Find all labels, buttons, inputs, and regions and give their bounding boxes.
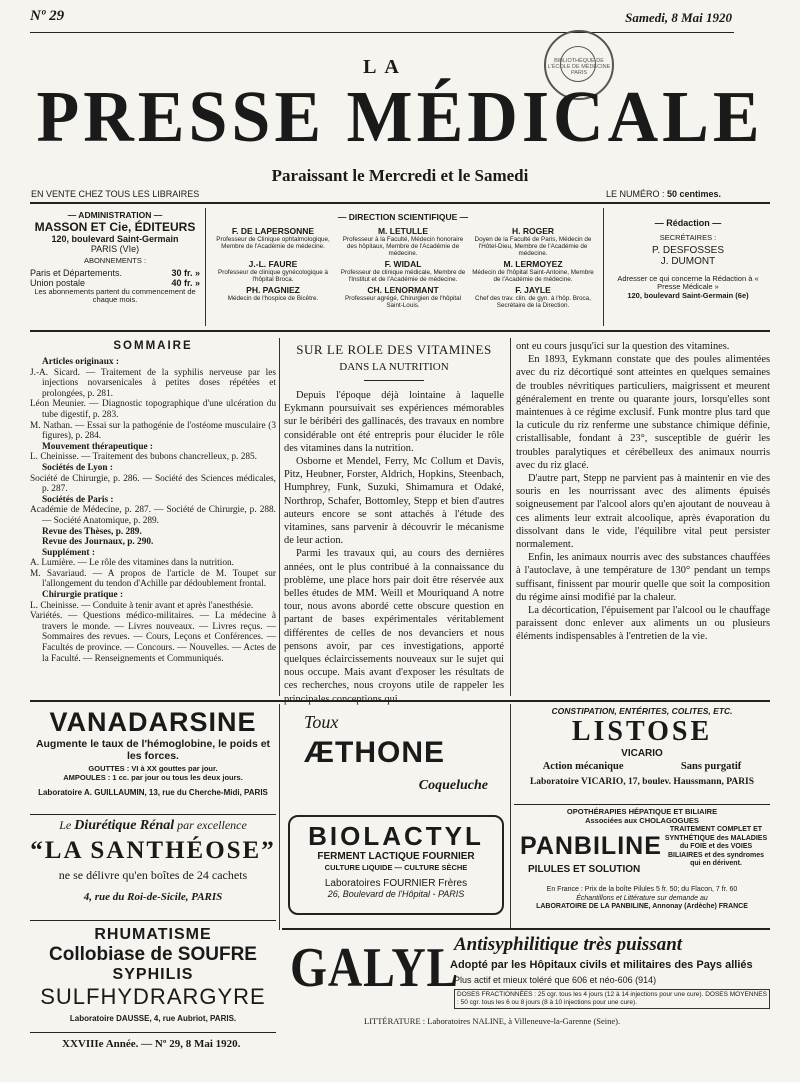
article-paragraph: Enfin, les animaux nourris avec des substances chauffées à l'autoclave, à une température de 130° pendant un temps suffisant, finissent par mourir quelle que soit la composition du régime ainsi modifié par la chaleur. <box>516 552 770 603</box>
galyl-l1: Antisyphilitique très puissant <box>454 934 683 955</box>
ad-biolactyl <box>288 815 504 915</box>
sommaire-heading: Revue des Journaux, p. 290. <box>42 537 154 548</box>
sommaire-heading: Revue des Thèses, p. 289. <box>42 526 142 537</box>
masthead-la: LA <box>363 56 407 78</box>
article-col-1 <box>284 342 504 706</box>
direction-member <box>468 259 598 283</box>
sommaire-entry: Société de Chirurgie, p. 286. — Société des Sciences médicales, p. 287. <box>30 473 276 495</box>
vanadarsine-ampoules: AMPOULES : 1 cc. par jour ou tous les deux jours. <box>63 772 243 782</box>
article-col-2 <box>516 340 770 644</box>
ad-panbiline <box>514 808 770 920</box>
secretaries-label: SECRÉTAIRES : <box>659 233 717 242</box>
sold-by-note: EN VENTE CHEZ TOUS LES LIBRAIRES <box>31 189 200 199</box>
publisher-name: MASSON ET Cie, ÉDITEURS <box>34 220 196 234</box>
footer-issue: XXVIIIe Année. — Nº 29, 8 Mai 1920. <box>62 1038 241 1050</box>
panbiline-top2: Associées aux CHOLAGOGUES <box>585 815 699 825</box>
administration-header: — ADMINISTRATION — <box>67 210 163 220</box>
biolactyl-l2: CULTURE LIQUIDE — CULTURE SÈCHE <box>324 863 468 872</box>
listose-actions: Action mécanique Sans purgatif <box>542 761 742 772</box>
publisher-city: PARIS (VIe) <box>90 244 140 254</box>
direction-member <box>208 259 338 283</box>
panbiline-samples: Échantillons et Littérature sur demande au <box>576 894 708 902</box>
member-role: Professeur de clinique médicale, Membre de l'Institut et de l'Académie de médecine. <box>340 269 466 283</box>
santheose-line2: ne se délivre qu'en boîtes de 24 cachets <box>58 868 248 882</box>
galyl-doses: DOSES FRACTIONNÉES : 25 cgr. tous les 4 jours (12 à 14 injections pour une cure). DOSES MOYENNES : 50 cgr. tous les 6 ou 8 jours (8 à 10 injections pour une cure). <box>454 989 770 1009</box>
galyl-l3: Plus actif et mieux toléré que 606 et néo-606 (914) <box>454 975 657 985</box>
sommaire-title: SOMMAIRE <box>113 340 193 352</box>
santheose-address: 4, rue du Roi-de-Sicile, PARIS <box>83 891 223 903</box>
sommaire-entry: L. Cheinisse. — Conduite à tenir avant et après l'anesthésie. <box>30 600 254 611</box>
issue-date: Samedi, 8 Mai 1920 <box>625 10 732 25</box>
ad-vanadarsine <box>30 706 276 814</box>
rhumatisme-l1: RHUMATISME <box>94 926 212 943</box>
sommaire-entry: L. Cheinisse. — Traitement des bubons chancrelleux, p. 285. <box>30 452 257 463</box>
article-paragraph: ont eu cours jusqu'ici sur la question des vitamines. <box>516 341 730 352</box>
secretary-2: J. DUMONT <box>660 255 716 267</box>
listose-vicario: VICARIO <box>621 748 663 759</box>
sommaire-entry: J.-A. Sicard. — Traitement de la syphilis nerveuse par les injections novarsenicales à petites doses répétées et prolongées, p. 281. <box>30 367 276 399</box>
direction-member <box>468 226 598 257</box>
direction-header: — DIRECTION SCIENTIFIQUE — <box>337 212 469 222</box>
member-role: Professeur de clinique gynécologique à l'hôpital Broca. <box>218 269 328 283</box>
rhumatisme-lab: Laboratoire DAUSSE, 4, rue Aubriot, PARIS. <box>69 1014 237 1023</box>
rhumatisme-l2: Collobiase de SOUFRE <box>49 944 257 965</box>
member-role: Chef des trav. clin. de gyn. à l'hôp. Broca, Secrétaire de la Direction. <box>475 295 591 309</box>
direction-member <box>338 259 468 283</box>
rhumatisme-l3: SYPHILIS <box>112 966 194 983</box>
aethone-name: ÆTHONE <box>304 736 445 769</box>
member-name: CH. LENORMANT <box>367 285 439 295</box>
member-name: J.-L. FAURE <box>248 259 298 269</box>
galyl-literature: LITTÉRATURE : Laboratoires NALINE, à Villeneuve-la-Garenne (Seine). <box>364 1016 621 1026</box>
listose-name: LISTOSE <box>571 716 713 747</box>
price-note: LE NUMÉRO : 50 centimes. <box>606 189 722 199</box>
member-name: H. ROGER <box>511 226 555 236</box>
member-name: PH. PAGNIEZ <box>246 285 300 295</box>
sommaire-heading: Mouvement thérapeutique : <box>42 441 154 452</box>
rate-row-1: Paris et Départements. 30 fr. » <box>30 267 200 278</box>
member-name: F. WIDAL <box>384 259 422 269</box>
panbiline-bottom <box>514 886 770 912</box>
direction-grid <box>208 226 598 309</box>
sommaire-heading: Sociétés de Paris : <box>42 494 114 505</box>
article-col-1-text <box>284 389 504 706</box>
aethone-coqueluche: Coqueluche <box>418 778 488 793</box>
ad-listose <box>514 706 770 802</box>
panbiline-top1: OPOTHÉRAPIES HÉPATIQUE ET BILIAIRE <box>566 807 718 816</box>
listose-lab: Laboratoire VICARIO, 17, boulev. Haussmann, PARIS <box>529 777 755 787</box>
sommaire-entry: M. Savariaud. — A propos de l'article de M. Toupet sur l'allongement du tendon d'Achille par dédoublement frontal. <box>30 568 276 590</box>
member-name: F. JAYLE <box>515 285 551 295</box>
panbiline-name: PANBILINE <box>520 832 662 860</box>
panbiline-price: En France : Prix de la boîte Pilules 5 fr. 50; du Flacon, 7 fr. 60 <box>546 886 738 893</box>
article-paragraph: Depuis l'époque déjà lointaine à laquelle Eykmann poursuivait ses expériences mémorables sur le béribéri des gallinacés, des travaux en nombre considérable ont été entrepris pour élucider le rôle des vitamines dans la nutrition. <box>284 390 504 454</box>
vanadarsine-gouttes: GOUTTES : VI à XX gouttes par jour. <box>88 764 218 773</box>
sommaire-heading: Supplément : <box>42 547 95 558</box>
article-paragraph: D'autre part, Stepp ne parvient pas à maintenir en vie des souris en les nourrissant avec des aliments épuisés soigneusement par l'alcool alors qu'en ajoutant de nouveau à ces aliments leur extrait alcoolique, après évaporation du dissolvant dans le vide, l'équilibre vital peut persister normalement. <box>516 473 770 551</box>
sommaire-heading: Articles originaux : <box>42 357 119 367</box>
vanadarsine-claim: Augmente le taux de l'hémoglobine, le poids et les forces. <box>35 738 271 762</box>
redaction-block <box>606 218 770 300</box>
galyl-l2: Adopté par les Hôpitaux civils et militaires des Pays alliés <box>450 959 753 971</box>
member-name: M. LERMOYEZ <box>503 259 563 269</box>
sommaire-entry: Léon Meunier. — Diagnostic topographique d'une ulcération du tube digestif, p. 283. <box>30 399 276 420</box>
rhumatisme-l4: SULFHYDRARGYRE <box>40 984 266 1009</box>
panbiline-lab: LABORATOIRE DE LA PANBILINE, Annonay (Ardèche) FRANCE <box>536 903 748 910</box>
direction-member <box>208 285 338 309</box>
direction-member <box>208 226 338 257</box>
sommaire-entry: M. Nathan. — Essai sur la pathogénie de l'ostéome musculaire (3 figures), p. 284. <box>30 420 276 442</box>
direction-member <box>338 226 468 257</box>
article-paragraph: Osborne et Mendel, Ferry, Mc Collum et Davis, Pitz, Heubner, Forster, Aldrich, Hopkins, Steenbach, Humphrey, Funk, Suzuki, Shimamura et Odaké, Northrop, Schafer, Bottomley, Stepp et bien d'autres auteurs encore se sont attachés à l'étude des vitamines, sans parvenir à découvrir le mécanisme de leur action. <box>284 456 504 547</box>
sommaire-heading: Chirurgie pratique : <box>42 590 124 601</box>
member-role: Médecin de l'hôpital Saint-Antoine, Membre de l'Académie de médecine. <box>472 269 594 283</box>
redaction-header: — Rédaction — <box>654 218 722 228</box>
issue-number: Nº 29 <box>30 8 65 24</box>
redaction-address: 120, boulevard Saint-Germain (6e) <box>627 290 749 300</box>
member-name: F. DE LAPERSONNE <box>231 226 315 236</box>
biolactyl-name: BIOLACTYL <box>308 821 484 851</box>
panbiline-pills: PILULES ET SOLUTION <box>528 864 641 875</box>
biolactyl-l3: Laboratoires FOURNIER Frères <box>324 877 468 889</box>
article-subtitle: DANS LA NUTRITION <box>339 361 449 373</box>
member-name: M. LETULLE <box>377 226 429 236</box>
secretary-1: P. DESFOSSES <box>651 244 725 256</box>
subscriptions-note: Les abonnements partent du commencement de chaque mois. <box>34 286 196 304</box>
rate-row-2: Union postale 40 fr. » <box>30 277 200 288</box>
santheose-line1: Le Diurétique Rénal par excellence <box>59 818 247 833</box>
stamp-text: BIBLIOTHÈQUE DE L'ÉCOLE DE MÉDECINE PARIS <box>547 58 611 76</box>
sommaire-entry: Académie de Médecine, p. 287. — Société de Chirurgie, p. 288. — Société Anatomique, p. 289. <box>30 505 276 526</box>
sommaire-list <box>30 357 276 664</box>
member-role: Professeur à la Faculté, Médecin honoraire des hôpitaux, Membre de l'Académie de médecine. <box>342 236 464 257</box>
member-role: Doyen de la Faculté de Paris, Médecin de l'Hôtel-Dieu, Membre de l'Académie de médecine. <box>474 236 592 257</box>
ad-rhumatisme <box>30 926 276 1030</box>
ad-santheose <box>30 818 276 918</box>
sommaire-entry: A. Lumière. — Le rôle des vitamines dans la nutrition. <box>30 558 234 569</box>
santheose-name: “LA SANTHÉOSE” <box>30 837 276 864</box>
member-role: Médecin de l'hospice de Bicêtre. <box>227 295 319 302</box>
aethone-toux: Toux <box>304 712 339 732</box>
member-role: Professeur de Clinique ophtalmologique, Membre de l'Académie de médecine. <box>216 236 330 250</box>
subscriptions-header: ABONNEMENTS : <box>83 256 147 265</box>
listose-top: CONSTIPATION, ENTÉRITES, COLITES, ETC. <box>551 706 733 716</box>
administration-block <box>30 210 200 305</box>
direction-member <box>468 285 598 309</box>
publisher-address: 120, boulevard Saint-Germain <box>51 234 179 244</box>
ad-aethone <box>284 706 506 810</box>
article-paragraph: Parmi les travaux qui, au cours des dernières années, ont le plus contribué à la connaissance du problème, une place hors pair doit être réservée aux belles études de MM. Weill et Mouriquand A notre tour, nous avons abordé cette obscure question en partant de bases expérimentales véritablement différentes de celles de nos devanciers et nous pensons avoir, par ces investigations, apporté quelques éclaircissements nouveaux sur le sujet qui nous occupe. Mais avant d'exposer les résultats de ces recherches, nous croyons utile de rappeler les <box>284 548 504 692</box>
member-role: Professeur agrégé, Chirurgien de l'hôpital Saint-Louis. <box>344 295 461 309</box>
direction-member <box>338 285 468 309</box>
masthead-subtitle: Paraissant le Mercredi et le Samedi <box>271 166 529 185</box>
article-paragraph: En 1893, Eykmann constate que des poules alimentées avec du riz décortiqué sont atteintes en quelques semaines de troubles névritiques particuliers, maigrissent et meurent généralement en trente ou quarante jours, lorsqu'elles sont maintenues à ce régime exclusif. Funk montre plus tard que la cuticule du riz renferme une substance chimique définie, cristallisable, fondant à 23°, susceptible de guérir les troubles paralytiques et cérébelleux des animaux nourris avec du riz glacé. <box>516 354 770 471</box>
article-paragraph: La décortication, l'épuisement par l'alcool ou le chauffage paraissent donc enlever aux aliments un ou plusieurs éléments indispensables à l'entretien de la vie. <box>516 605 770 643</box>
sommaire-entry: Variétés. — Questions médico-militaires. — La médecine à travers le monde. — Livres nouveaux. — Livres reçus. — Sommaires des revues. — Cours, Leçons et Conférences. — Facultés de province. — Concours. — Nouvelles. — Actes de la Faculté. — Renseignements et Communiqués. <box>30 611 276 664</box>
biolactyl-l1: FERMENT LACTIQUE FOURNIER <box>317 851 475 862</box>
sommaire-block <box>30 340 276 664</box>
article-col-2-text <box>516 340 770 644</box>
vanadarsine-name: VANADARSINE <box>49 707 257 737</box>
article-title: SUR LE ROLE DES VITAMINES <box>296 342 492 357</box>
redaction-note: Adresser ce qui concerne la Rédaction à « Presse Médicale » <box>617 273 759 291</box>
sommaire-heading: Sociétés de Lyon : <box>42 462 114 473</box>
masthead-title: PRESSE MÉDICALE <box>36 77 764 158</box>
vanadarsine-lab: Laboratoire A. GUILLAUMIN, 13, rue du Cherche-Midi, PARIS <box>38 788 268 797</box>
panbiline-right: TRAITEMENT COMPLET ET SYNTHÉTIQUE des MALADIES du FOIE et des VOIES BILIAIRES et des syndromes qui en dérivent. <box>664 826 768 867</box>
ad-galyl <box>284 932 770 1032</box>
biolactyl-l4: 26, Boulevard de l'Hôpital - PARIS <box>327 888 465 899</box>
galyl-name: GALYL <box>290 937 460 999</box>
